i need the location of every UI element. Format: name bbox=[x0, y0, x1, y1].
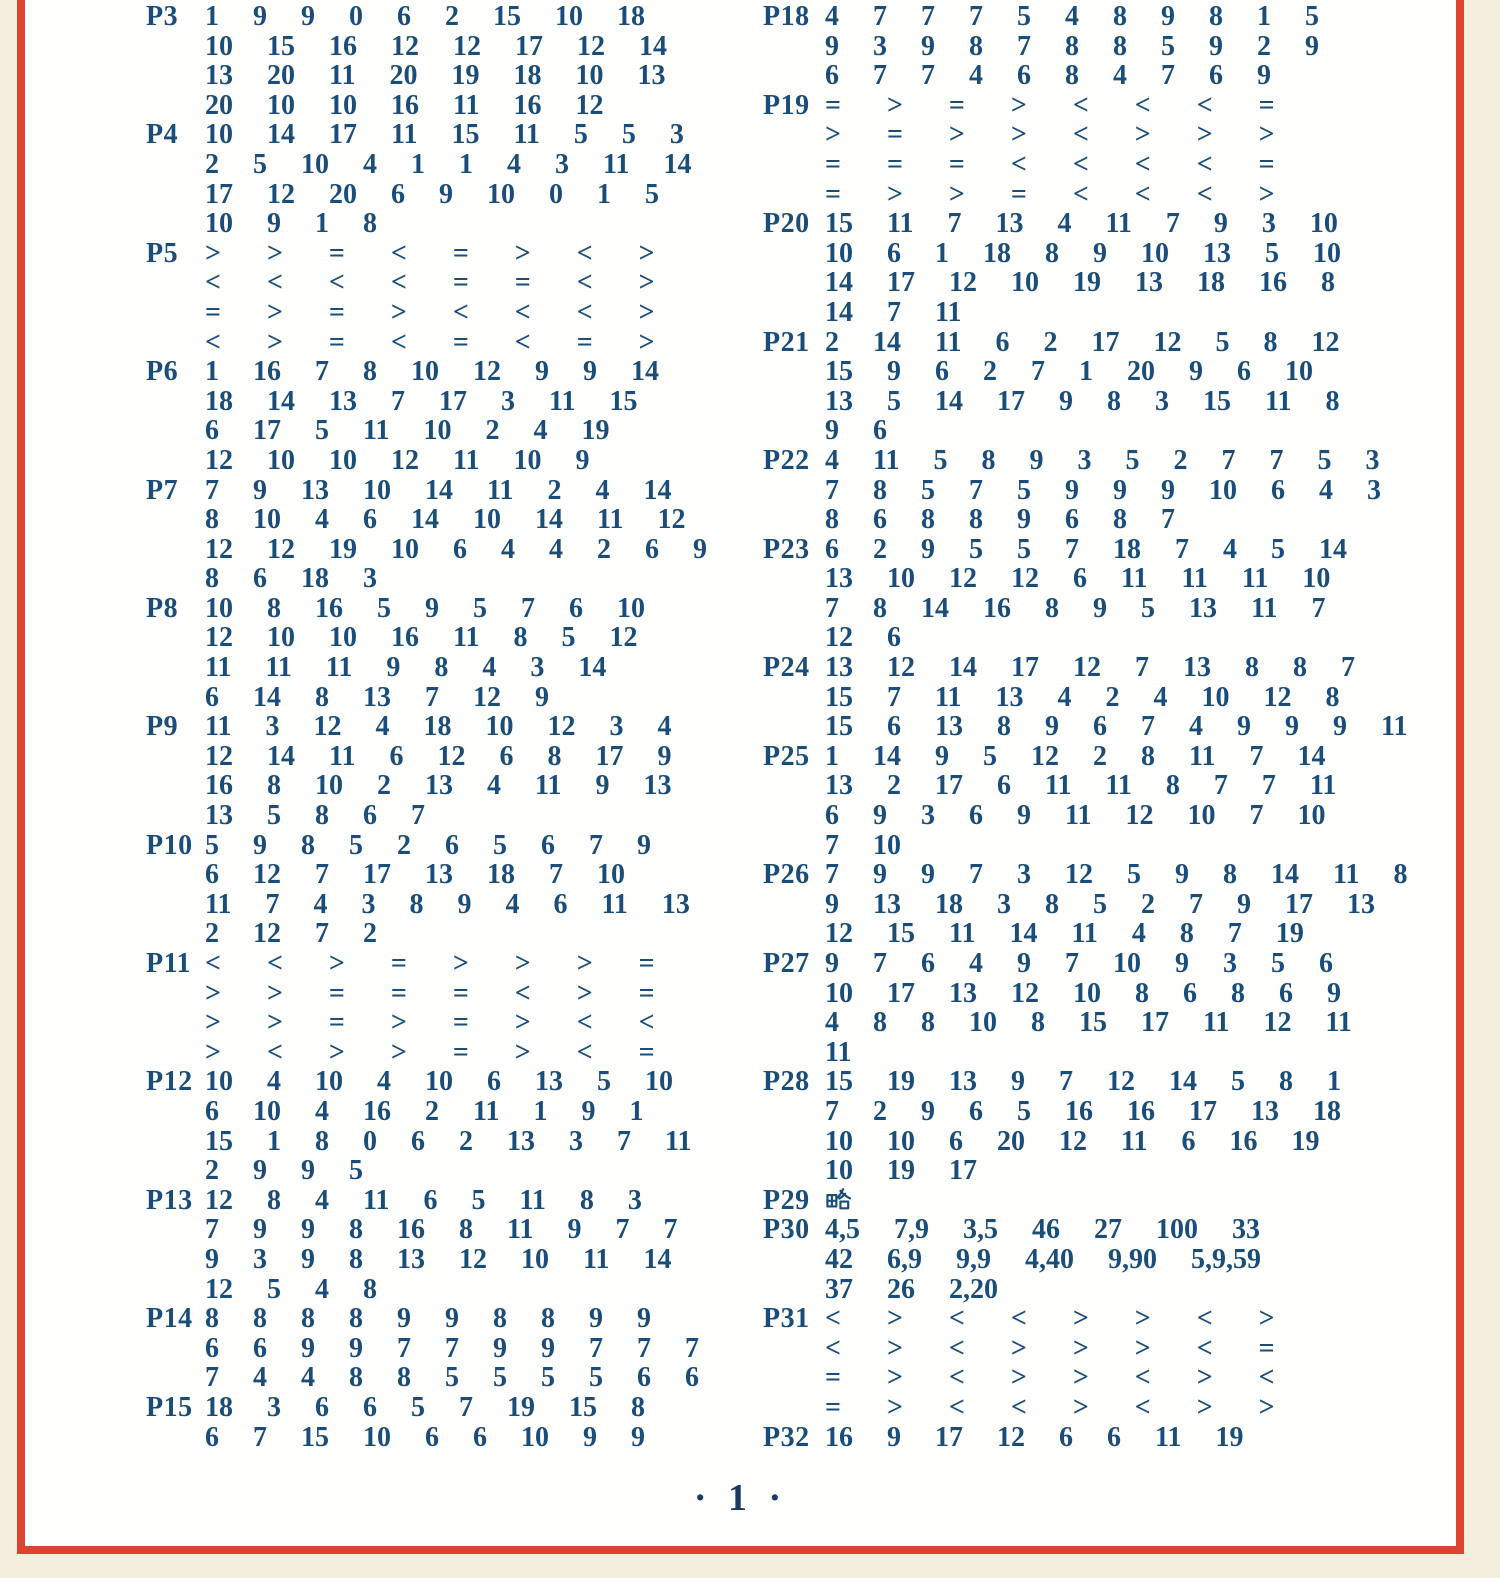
answer-row: 9 3 9 8 13 12 10 11 14 bbox=[205, 1243, 672, 1275]
answer-row: 13 10 12 12 6 11 11 11 10 bbox=[825, 563, 1331, 595]
answer-group bbox=[763, 1215, 1463, 1304]
answer-row: 12 10 10 16 11 8 5 12 bbox=[205, 622, 638, 654]
answer-row: 10 17 13 12 10 8 6 8 6 9 bbox=[825, 977, 1341, 1009]
answer-rows bbox=[205, 949, 746, 1067]
answer-row: 7 9 13 10 14 11 2 4 14 bbox=[205, 474, 672, 506]
answer-row: 9 6 bbox=[825, 415, 887, 447]
answer-row: 42 6,9 9,9 4,40 9,90 5,9,59 bbox=[825, 1243, 1261, 1275]
group-label: P5 bbox=[146, 237, 179, 269]
answer-row: 12 6 bbox=[825, 622, 901, 654]
answer-group bbox=[763, 209, 1463, 327]
answer-row: 10 10 6 20 12 11 6 16 19 bbox=[825, 1125, 1320, 1157]
answer-row: 18 14 13 7 17 3 11 15 bbox=[205, 385, 638, 417]
answer-group bbox=[763, 653, 1463, 742]
group-label: P20 bbox=[763, 208, 810, 240]
answer-row: < > = < = < = > bbox=[205, 326, 655, 358]
answer-row: 12 8 4 11 6 5 11 8 3 bbox=[205, 1184, 642, 1216]
answers-column-right bbox=[763, 2, 1463, 1452]
answer-rows bbox=[825, 446, 1463, 535]
answer-row: < < < < = = < > bbox=[205, 267, 655, 299]
answer-row: 9 3 9 8 7 8 8 5 9 2 9 bbox=[825, 30, 1319, 62]
omitted-character-glyph bbox=[825, 1187, 852, 1214]
answer-row: 14 7 11 bbox=[825, 296, 962, 328]
answer-rows bbox=[825, 328, 1463, 446]
answer-row: 9 13 18 3 8 5 2 7 9 17 13 bbox=[825, 888, 1375, 920]
group-label: P6 bbox=[146, 356, 179, 388]
answer-row: 14 17 12 10 19 13 18 16 8 bbox=[825, 267, 1335, 299]
answer-group bbox=[146, 2, 746, 120]
answer-row: 15 11 7 13 4 11 7 9 3 10 bbox=[825, 208, 1338, 240]
answer-row: = > = > < < < > bbox=[205, 296, 655, 328]
answer-group bbox=[146, 949, 746, 1067]
answer-row: 2 9 9 5 bbox=[205, 1155, 363, 1187]
answer-group bbox=[763, 742, 1463, 860]
answer-row: 11 bbox=[825, 1036, 852, 1068]
answer-group bbox=[146, 1186, 746, 1304]
group-label: P31 bbox=[763, 1303, 810, 1335]
answer-row: 16 9 17 12 6 6 11 19 bbox=[825, 1421, 1244, 1453]
answer-rows bbox=[825, 1186, 1463, 1216]
answer-rows bbox=[205, 120, 746, 238]
answer-group bbox=[146, 1304, 746, 1393]
answer-row: < < > = > > > = bbox=[205, 948, 655, 979]
answer-row: 13 2 17 6 11 11 8 7 7 11 bbox=[825, 770, 1337, 802]
answer-row: 7 4 4 8 8 5 5 5 5 6 6 bbox=[205, 1362, 699, 1394]
answer-row: 12 14 11 6 12 6 8 17 9 bbox=[205, 740, 672, 772]
answer-row: 7 8 14 16 8 9 5 13 11 7 bbox=[825, 592, 1326, 624]
answer-row: 10 15 16 12 12 17 12 14 bbox=[205, 30, 667, 62]
group-label: P13 bbox=[146, 1184, 193, 1216]
answer-row: = > < > > < > < bbox=[825, 1362, 1275, 1394]
answer-row: 6 7 7 4 6 8 4 7 6 9 bbox=[825, 60, 1271, 92]
answer-group bbox=[146, 120, 746, 238]
answer-row: 10 19 17 bbox=[825, 1155, 977, 1187]
answer-rows bbox=[205, 239, 746, 357]
answer-row: 15 6 13 8 9 6 7 4 9 9 9 11 bbox=[825, 711, 1408, 743]
answer-row: > > = > = > < < bbox=[205, 1007, 655, 1039]
answer-rows bbox=[825, 1215, 1463, 1304]
answer-row: 7 9 9 7 3 12 5 9 8 14 11 8 bbox=[825, 859, 1408, 891]
answer-row: 6 7 15 10 6 6 10 9 9 bbox=[205, 1421, 645, 1453]
group-label: P19 bbox=[763, 89, 810, 121]
answer-group bbox=[146, 239, 746, 357]
answer-group bbox=[146, 712, 746, 830]
group-label: P22 bbox=[763, 444, 810, 476]
answer-row: 8 6 18 3 bbox=[205, 563, 377, 595]
answer-row: 18 3 6 6 5 7 19 15 8 bbox=[205, 1391, 645, 1423]
group-label: P8 bbox=[146, 592, 179, 624]
answer-row: < > < < > > < > bbox=[825, 1303, 1275, 1335]
answer-rows bbox=[205, 476, 746, 594]
answer-rows bbox=[205, 1186, 746, 1304]
answer-row: 2 14 11 6 2 17 12 5 8 12 bbox=[825, 326, 1340, 358]
group-label: P25 bbox=[763, 740, 810, 772]
answer-rows bbox=[825, 949, 1463, 1067]
answer-rows bbox=[205, 831, 746, 949]
answer-row: 8 6 8 8 9 6 8 7 bbox=[825, 504, 1175, 536]
group-label: P3 bbox=[146, 1, 179, 32]
group-label: P28 bbox=[763, 1066, 810, 1098]
answer-row: > > = < = > < > bbox=[205, 237, 655, 269]
answer-row: 11 7 4 3 8 9 4 6 11 13 bbox=[205, 888, 690, 920]
answer-row: 2 5 10 4 1 1 4 3 11 14 bbox=[205, 148, 692, 180]
answer-row: 7 10 bbox=[825, 829, 901, 861]
answer-row: 13 5 14 17 9 8 3 15 11 8 bbox=[825, 385, 1340, 417]
answer-group bbox=[763, 949, 1463, 1067]
answer-row: 10 6 1 18 8 9 10 13 5 10 bbox=[825, 237, 1341, 269]
answer-group bbox=[146, 1067, 746, 1185]
answer-row: > < > > = > < = bbox=[205, 1036, 655, 1068]
answer-group bbox=[763, 860, 1463, 949]
answer-row: < > < > > > < = bbox=[825, 1332, 1275, 1364]
answer-rows bbox=[825, 860, 1463, 949]
answer-rows bbox=[205, 712, 746, 830]
answer-row: 6 10 4 16 2 11 1 9 1 bbox=[205, 1095, 644, 1127]
group-label: P11 bbox=[146, 948, 192, 979]
answer-group bbox=[763, 1423, 1463, 1453]
answer-row bbox=[825, 1186, 1463, 1216]
group-label: P4 bbox=[146, 119, 179, 151]
answer-group bbox=[763, 446, 1463, 535]
answer-row: 10 4 10 4 10 6 13 5 10 bbox=[205, 1066, 673, 1098]
answer-group bbox=[763, 91, 1463, 209]
answer-row: 15 7 11 13 4 2 4 10 12 8 bbox=[825, 681, 1340, 713]
group-label: P14 bbox=[146, 1303, 193, 1335]
answer-row: 37 26 2,20 bbox=[825, 1273, 998, 1305]
answer-row: 6 12 7 17 13 18 7 10 bbox=[205, 859, 625, 891]
answer-row: 4 7 7 7 5 4 8 9 8 1 5 bbox=[825, 1, 1319, 32]
group-label: P21 bbox=[763, 326, 810, 358]
answer-row: 15 1 8 0 6 2 13 3 7 11 bbox=[205, 1125, 692, 1157]
group-label: P18 bbox=[763, 1, 810, 32]
answer-group bbox=[146, 594, 746, 712]
answer-row: = > < < > < > > bbox=[825, 1391, 1275, 1423]
answer-group bbox=[763, 535, 1463, 653]
answer-row: = = = < < < < = bbox=[825, 148, 1275, 180]
answer-row: 13 12 14 17 12 7 13 8 8 7 bbox=[825, 652, 1355, 684]
answer-group bbox=[146, 1393, 746, 1452]
answer-group bbox=[146, 476, 746, 594]
group-label: P29 bbox=[763, 1184, 810, 1216]
group-label: P9 bbox=[146, 711, 179, 743]
answer-row: 2 12 7 2 bbox=[205, 918, 377, 950]
answer-rows bbox=[205, 357, 746, 475]
answer-rows bbox=[205, 1304, 746, 1393]
group-label: P24 bbox=[763, 652, 810, 684]
answer-row: = > > = < < < > bbox=[825, 178, 1275, 210]
group-label: P26 bbox=[763, 859, 810, 891]
answer-row: 4 8 8 10 8 15 17 11 12 11 bbox=[825, 1007, 1352, 1039]
answer-row: 6 6 9 9 7 7 9 9 7 7 7 bbox=[205, 1332, 699, 1364]
answer-row: 8 8 8 8 9 9 8 8 9 9 bbox=[205, 1303, 651, 1335]
group-label: P15 bbox=[146, 1391, 193, 1423]
answer-rows bbox=[825, 653, 1463, 742]
answer-row: 12 12 19 10 6 4 4 2 6 9 bbox=[205, 533, 707, 565]
group-label: P23 bbox=[763, 533, 810, 565]
group-label: P30 bbox=[763, 1214, 810, 1246]
answer-row: 16 8 10 2 13 4 11 9 13 bbox=[205, 770, 672, 802]
answer-rows bbox=[825, 1067, 1463, 1185]
answer-row: 10 9 1 8 bbox=[205, 208, 377, 240]
answer-row: 5 9 8 5 2 6 5 6 7 9 bbox=[205, 829, 651, 861]
answer-rows bbox=[825, 91, 1463, 209]
answer-group bbox=[763, 1067, 1463, 1185]
answer-rows bbox=[825, 2, 1463, 91]
group-label: P12 bbox=[146, 1066, 193, 1098]
answer-row: 12 10 10 12 11 10 9 bbox=[205, 444, 590, 476]
answer-rows bbox=[205, 2, 746, 120]
answer-row: 17 12 20 6 9 10 0 1 5 bbox=[205, 178, 659, 210]
answer-group bbox=[146, 831, 746, 949]
answer-row: 7 2 9 6 5 16 16 17 13 18 bbox=[825, 1095, 1341, 1127]
answer-row: 7 8 5 7 5 9 9 9 10 6 4 3 bbox=[825, 474, 1381, 506]
page-number: · 1 · bbox=[693, 1477, 788, 1519]
answer-group bbox=[763, 2, 1463, 91]
group-label: P7 bbox=[146, 474, 179, 506]
group-label: P10 bbox=[146, 829, 193, 861]
answer-row: 9 7 6 4 9 7 10 9 3 5 6 bbox=[825, 948, 1333, 979]
answer-row: 11 3 12 4 18 10 12 3 4 bbox=[205, 711, 672, 743]
answer-rows bbox=[825, 209, 1463, 327]
answer-row: 1 9 9 0 6 2 15 10 18 bbox=[205, 1, 645, 32]
answer-rows bbox=[825, 535, 1463, 653]
answer-rows bbox=[825, 1423, 1463, 1453]
answer-row: 12 5 4 8 bbox=[205, 1273, 377, 1305]
answer-row: 12 15 11 14 11 4 8 7 19 bbox=[825, 918, 1304, 950]
answer-row: 13 20 11 20 19 18 10 13 bbox=[205, 60, 666, 92]
answer-row: 13 5 8 6 7 bbox=[205, 800, 425, 832]
answer-row: 4,5 7,9 3,5 46 27 100 33 bbox=[825, 1214, 1260, 1246]
answer-row: 20 10 10 16 11 16 12 bbox=[205, 89, 604, 121]
answer-rows bbox=[205, 1393, 746, 1452]
answer-group bbox=[763, 328, 1463, 446]
answer-row: = > = > < < < = bbox=[825, 89, 1275, 121]
answer-row: 6 17 5 11 10 2 4 19 bbox=[205, 415, 610, 447]
answer-row: 15 19 13 9 7 12 14 5 8 1 bbox=[825, 1066, 1341, 1098]
answer-rows bbox=[825, 1304, 1463, 1422]
answer-row: 1 16 7 8 10 12 9 9 14 bbox=[205, 356, 659, 388]
answer-rows bbox=[825, 742, 1463, 860]
answer-row: 11 11 11 9 8 4 3 14 bbox=[205, 652, 607, 684]
answer-row: 1 14 9 5 12 2 8 11 7 14 bbox=[825, 740, 1326, 772]
group-label: P32 bbox=[763, 1421, 810, 1453]
answer-rows bbox=[205, 1067, 746, 1185]
answer-row: 6 9 3 6 9 11 12 10 7 10 bbox=[825, 800, 1326, 832]
answer-row: 6 14 8 13 7 12 9 bbox=[205, 681, 549, 713]
group-label: P27 bbox=[763, 948, 810, 979]
answer-group bbox=[763, 1186, 1463, 1216]
answer-row: 4 11 5 8 9 3 5 2 7 7 5 3 bbox=[825, 444, 1380, 476]
answer-row: > = > > < > > > bbox=[825, 119, 1275, 151]
answer-row: 15 9 6 2 7 1 20 9 6 10 bbox=[825, 356, 1313, 388]
answer-rows bbox=[205, 594, 746, 712]
answers-column-left bbox=[146, 2, 746, 1452]
answer-row: 8 10 4 6 14 10 14 11 12 bbox=[205, 504, 686, 536]
answer-row: 7 9 9 8 16 8 11 9 7 7 bbox=[205, 1214, 678, 1246]
answer-group bbox=[763, 1304, 1463, 1422]
answer-row: 10 8 16 5 9 5 7 6 10 bbox=[205, 592, 645, 624]
answer-row: > > = = = < > = bbox=[205, 977, 655, 1009]
answer-row: 10 14 17 11 15 11 5 5 3 bbox=[205, 119, 684, 151]
answer-row: 6 2 9 5 5 7 18 7 4 5 14 bbox=[825, 533, 1347, 565]
answer-group bbox=[146, 357, 746, 475]
